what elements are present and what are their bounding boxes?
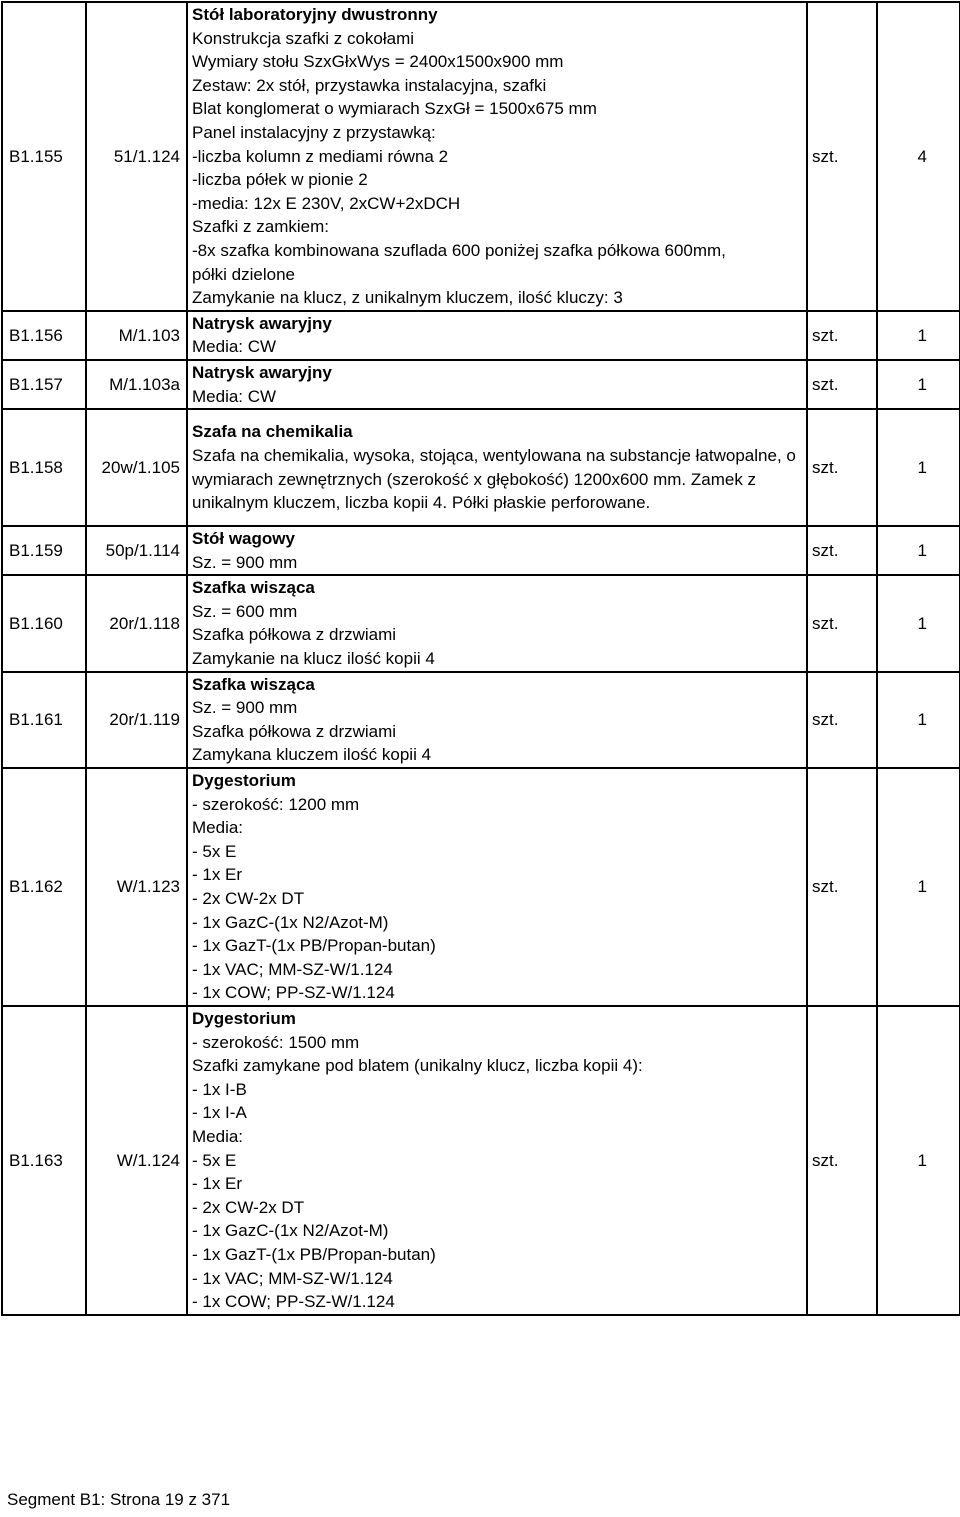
item-title: Dygestorium [192, 771, 296, 791]
description-line: - 1x I-B [192, 1079, 247, 1099]
item-id: B1.158 [2, 409, 86, 526]
item-unit: szt. [807, 575, 877, 671]
description-line: -8x szafka kombinowana szuflada 600 poniżej szafka półkowa 600mm, [192, 240, 726, 260]
description-line: -liczba półek w pionie 2 [192, 170, 368, 190]
description-line: - 1x GazC-(1x N2/Azot-M) [192, 1221, 389, 1241]
table-row [2, 575, 960, 671]
description-line: Sz. = 600 mm [192, 601, 298, 621]
table-row [2, 360, 960, 409]
item-description [187, 575, 807, 671]
item-id: B1.163 [2, 1006, 86, 1315]
description-line: - 2x CW-2x DT [192, 1197, 305, 1217]
description-line: - szerokość: 1200 mm [192, 794, 360, 814]
item-quantity: 1 [877, 575, 960, 671]
item-title: Szafa na chemikalia [192, 422, 353, 442]
description-line: Szafki zamykane pod blatem (unikalny klucz, liczba kopii 4): [192, 1056, 643, 1076]
item-quantity: 1 [877, 409, 960, 526]
item-description [187, 1006, 807, 1315]
description-line: Szafki z zamkiem: [192, 217, 329, 237]
item-ref: 51/1.124 [86, 2, 187, 311]
description-line: Media: CW [192, 337, 277, 357]
item-id: B1.155 [2, 2, 86, 311]
item-ref: 50p/1.114 [86, 526, 187, 575]
item-description [187, 768, 807, 1006]
description-line: - 1x GazC-(1x N2/Azot-M) [192, 912, 389, 932]
item-title: Szafka wisząca [192, 578, 315, 598]
item-description [187, 672, 807, 768]
description-line: Panel instalacyjny z przystawką: [192, 122, 436, 142]
item-description [187, 2, 807, 311]
item-unit: szt. [807, 526, 877, 575]
description-line: Zamykana kluczem ilość kopii 4 [192, 745, 432, 765]
description-line: Konstrukcja szafki z cokołami [192, 28, 415, 48]
item-ref: W/1.124 [86, 1006, 187, 1315]
item-quantity: 1 [877, 360, 960, 409]
item-unit: szt. [807, 311, 877, 360]
table-row [2, 2, 960, 311]
item-quantity: 1 [877, 672, 960, 768]
item-title: Szafka wisząca [192, 674, 315, 694]
item-title: Stół laboratoryjny dwustronny [192, 5, 438, 24]
description-line: Media: [192, 818, 244, 838]
item-unit: szt. [807, 2, 877, 311]
description-line: Blat konglomerat o wymiarach SzxGł = 1500x675 mm [192, 99, 597, 119]
description-line: Media: [192, 1126, 244, 1146]
page-footer: Segment B1: Strona 19 z 371 [7, 1490, 231, 1509]
item-ref: 20r/1.119 [86, 672, 187, 768]
item-ref: M/1.103 [86, 311, 187, 360]
spec-table-body [2, 2, 960, 1315]
table-row [2, 768, 960, 1006]
table-row [2, 1006, 960, 1315]
description-line: Szafka półkowa z drzwiami [192, 721, 397, 741]
item-unit: szt. [807, 409, 877, 526]
description-line: - 1x COW; PP-SZ-W/1.124 [192, 983, 395, 1003]
item-title: Stół wagowy [192, 529, 295, 549]
item-quantity: 1 [877, 526, 960, 575]
description-line: - 1x I-A [192, 1103, 247, 1123]
description-line: Szafka półkowa z drzwiami [192, 625, 397, 645]
description-line: - 1x VAC; MM-SZ-W/1.124 [192, 959, 393, 979]
item-id: B1.157 [2, 360, 86, 409]
description-line: Sz. = 900 mm [192, 552, 298, 572]
table-row [2, 311, 960, 360]
item-ref: 20r/1.118 [86, 575, 187, 671]
item-id: B1.159 [2, 526, 86, 575]
description-line: - 1x VAC; MM-SZ-W/1.124 [192, 1268, 393, 1288]
table-row [2, 409, 960, 526]
description-line: Sz. = 900 mm [192, 698, 298, 718]
description-line: -liczba kolumn z mediami równa 2 [192, 146, 449, 166]
description-line: -media: 12x E 230V, 2xCW+2xDCH [192, 193, 461, 213]
description-line: Zamykanie na klucz, z unikalnym kluczem, ilość kluczy: 3 [192, 288, 623, 308]
item-title: Natrysk awaryjny [192, 313, 332, 333]
description-line: - 5x E [192, 1150, 237, 1170]
description-line: Media: CW [192, 386, 277, 406]
description-line: - 1x GazT-(1x PB/Propan-butan) [192, 936, 436, 956]
item-unit: szt. [807, 768, 877, 1006]
item-unit: szt. [807, 360, 877, 409]
item-id: B1.160 [2, 575, 86, 671]
spec-table [1, 1, 960, 1316]
description-line: - 1x Er [192, 865, 243, 885]
description-line: Zestaw: 2x stół, przystawka instalacyjna, szafki [192, 75, 547, 95]
description-line: - 5x E [192, 841, 237, 861]
item-unit: szt. [807, 672, 877, 768]
description-line: - 1x Er [192, 1174, 243, 1194]
description-line: - 1x GazT-(1x PB/Propan-butan) [192, 1244, 436, 1264]
item-ref: 20w/1.105 [86, 409, 187, 526]
item-quantity: 1 [877, 768, 960, 1006]
item-title: Natrysk awaryjny [192, 362, 332, 382]
item-quantity: 1 [877, 1006, 960, 1315]
description-line: - 1x COW; PP-SZ-W/1.124 [192, 1292, 395, 1312]
item-unit: szt. [807, 1006, 877, 1315]
table-row [2, 672, 960, 768]
item-quantity: 1 [877, 311, 960, 360]
item-title: Dygestorium [192, 1008, 296, 1028]
item-description [187, 360, 807, 409]
description-line: Szafa na chemikalia, wysoka, stojąca, wentylowana na substancje łatwopalne, o wymiarach zewnętrznych (szerokość x głębokość) 1200x600 mm. Zamek z unikalnym kluczem, liczba kopii 4. Półki płaskie perforowane. [192, 446, 796, 513]
item-id: B1.162 [2, 768, 86, 1006]
description-line: - 2x CW-2x DT [192, 889, 305, 908]
item-ref: W/1.123 [86, 768, 187, 1006]
item-id: B1.156 [2, 311, 86, 360]
item-description [187, 409, 807, 526]
item-ref: M/1.103a [86, 360, 187, 409]
description-line: - szerokość: 1500 mm [192, 1032, 360, 1052]
description-line: Wymiary stołu SzxGłxWys = 2400x1500x900 mm [192, 52, 564, 72]
item-description [187, 311, 807, 360]
item-id: B1.161 [2, 672, 86, 768]
item-description [187, 526, 807, 575]
description-line: półki dzielone [192, 264, 296, 284]
table-row [2, 526, 960, 575]
description-line: Zamykanie na klucz ilość kopii 4 [192, 649, 435, 669]
item-quantity: 4 [877, 2, 960, 311]
